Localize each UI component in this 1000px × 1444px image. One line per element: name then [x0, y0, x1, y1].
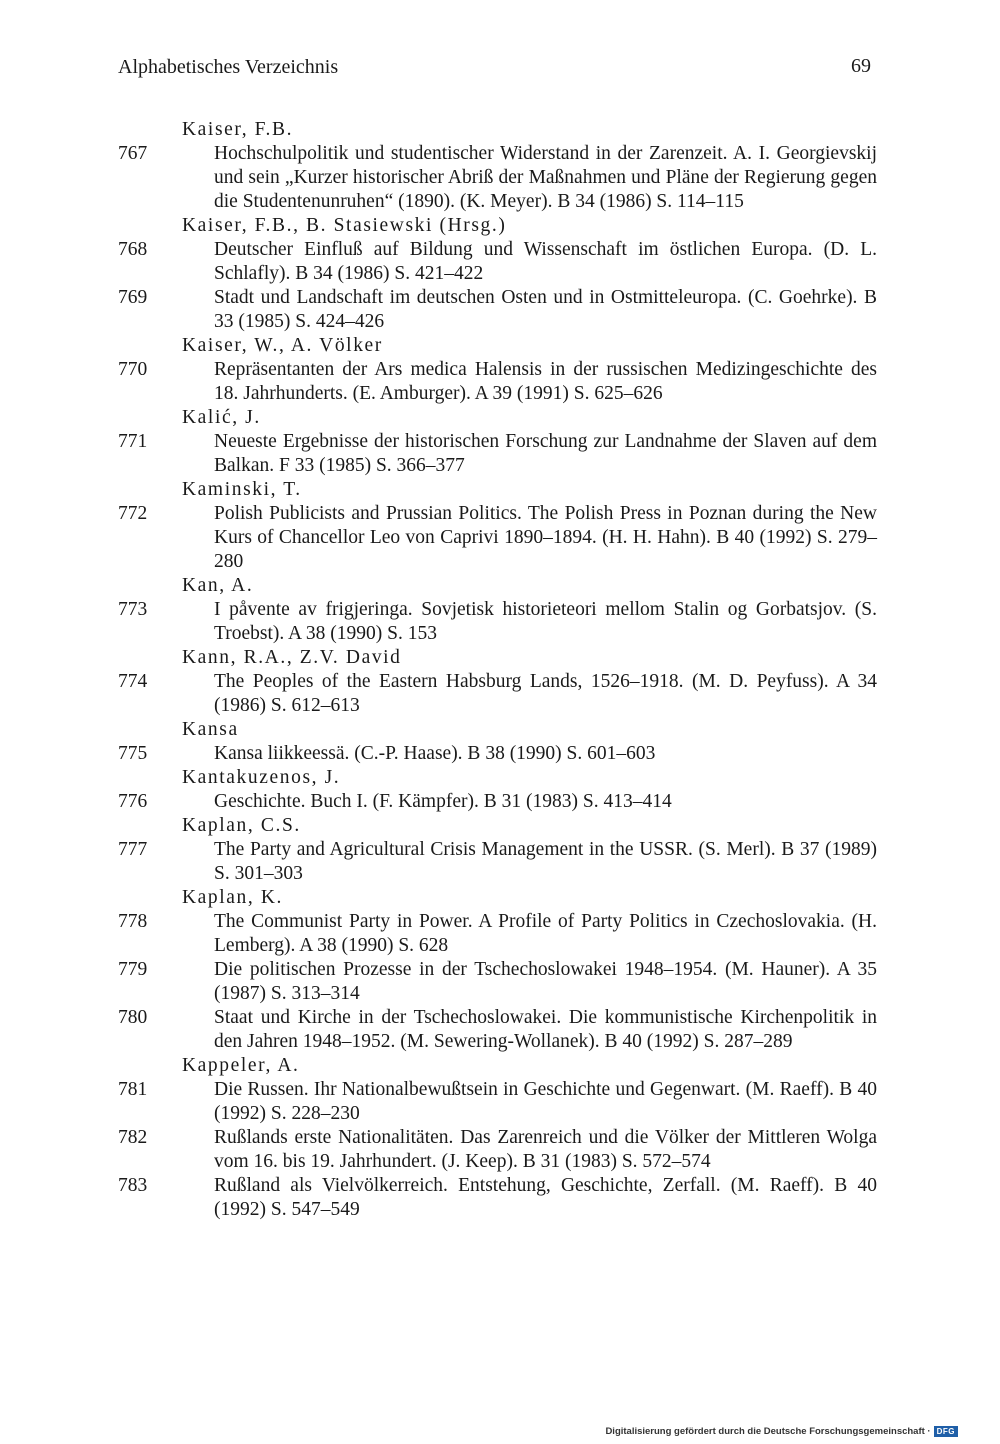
- author-heading: Kaplan, K.: [182, 887, 284, 908]
- entry-number: 783: [118, 1175, 148, 1196]
- entry-text: Die Russen. Ihr Nationalbewußtsein in Geschichte und Gegenwart. (M. Raeff). B 40 (1992) S. 228–230: [214, 1079, 877, 1124]
- entry-text: Repräsentanten der Ars medica Halensis in der russischen Medizingeschichte des 18. Jahrhunderts. (E. Amburger). A 39 (1991) S. 625–626: [214, 359, 877, 404]
- index-entry: [0, 838, 1000, 886]
- entry-number: 777: [118, 839, 148, 860]
- entry-text: Hochschulpolitik und studentischer Widerstand in der Zarenzeit. A. I. Georgievskij und sein „Kurzer historischer Abriß der Maßnahmen und Pläne der Regierung gegen die Studentenunruhen“ (1890). (K. Meyer). B 34 (1986) S. 114–115: [214, 143, 877, 212]
- author-heading: Kaminski, T.: [182, 479, 302, 500]
- author-heading: Kaplan, C.S.: [182, 815, 301, 836]
- entry-text: Geschichte. Buch I. (F. Kämpfer). B 31 (1983) S. 413–414: [214, 791, 672, 812]
- index-entry: [0, 286, 1000, 334]
- index-entry: [0, 430, 1000, 478]
- entry-number: 776: [118, 791, 148, 812]
- author-heading: Kappeler, A.: [182, 1055, 300, 1076]
- entry-text: Neueste Ergebnisse der historischen Forschung zur Landnahme der Slaven auf dem Balkan. F 33 (1985) S. 366–377: [214, 431, 877, 476]
- entry-number: 779: [118, 959, 148, 980]
- entry-text: I påvente av frigjeringa. Sovjetisk historieteori mellom Stalin og Gorbatsjov. (S. Troebst). A 38 (1990) S. 153: [214, 599, 877, 644]
- entry-text: Die politischen Prozesse in der Tschechoslowakei 1948–1954. (M. Hauner). A 35 (1987) S. 313–314: [214, 959, 877, 1004]
- dfg-logo: DFG: [934, 1426, 958, 1437]
- entry-text: Rußlands erste Nationalitäten. Das Zarenreich und die Völker der Mittleren Wolga vom 16. bis 19. Jahrhundert. (J. Keep). B 31 (1983) S. 572–574: [214, 1127, 877, 1172]
- entry-text: Kansa liikkeessä. (C.-P. Haase). B 38 (1990) S. 601–603: [214, 743, 656, 764]
- entry-number: 780: [118, 1007, 148, 1028]
- entry-number: 772: [118, 503, 148, 524]
- author-heading: Kan, A.: [182, 575, 254, 596]
- entry-text: The Communist Party in Power. A Profile of Party Politics in Czechoslovakia. (H. Lemberg). A 38 (1990) S. 628: [214, 911, 877, 956]
- index-entry: [0, 502, 1000, 574]
- index-entry: [0, 1006, 1000, 1054]
- entry-text: Polish Publicists and Prussian Politics. The Polish Press in Poznan during the New Kurs of Chancellor Leo von Caprivi 1890–1894. (H. H. Hahn). B 40 (1992) S. 279–280: [214, 503, 877, 572]
- index-entry: [0, 790, 1000, 814]
- page-number: 69: [851, 55, 871, 77]
- entry-number: 767: [118, 143, 148, 164]
- index-entry: [0, 1126, 1000, 1174]
- entry-text: Staat und Kirche in der Tschechoslowakei. Die kommunistische Kirchenpolitik in den Jahren 1948–1952. (M. Sewering-Wollanek). B 40 (1992) S. 287–289: [214, 1007, 877, 1052]
- entry-number: 773: [118, 599, 148, 620]
- index-entry: [0, 1174, 1000, 1222]
- index-entry: [0, 958, 1000, 1006]
- entry-number: 778: [118, 911, 148, 932]
- entry-text: Rußland als Vielvölkerreich. Entstehung, Geschichte, Zerfall. (M. Raeff). B 40 (1992) S. 547–549: [214, 1175, 877, 1220]
- author-heading: Kann, R.A., Z.V. David: [182, 647, 402, 668]
- entry-text: The Party and Agricultural Crisis Management in the USSR. (S. Merl). B 37 (1989) S. 301–303: [214, 839, 877, 884]
- entry-number: 768: [118, 239, 148, 260]
- author-heading: Kantakuzenos, J.: [182, 767, 341, 788]
- entry-text: Deutscher Einfluß auf Bildung und Wissenschaft im östlichen Europa. (D. L. Schlafly). B 34 (1986) S. 421–422: [214, 239, 877, 284]
- index-list: [0, 118, 1000, 1222]
- entry-number: 774: [118, 671, 148, 692]
- footer-text: Digitalisierung gefördert durch die Deutsche Forschungsgemeinschaft ·: [605, 1426, 931, 1437]
- entry-number: 771: [118, 431, 148, 452]
- index-entry: [0, 742, 1000, 766]
- entry-number: 769: [118, 287, 148, 308]
- footer: [605, 1426, 958, 1437]
- entry-number: 782: [118, 1127, 148, 1148]
- author-heading: Kaiser, W., A. Völker: [182, 335, 383, 356]
- author-heading: Kaiser, F.B., B. Stasiewski (Hrsg.): [182, 215, 507, 236]
- author-heading: Kalić, J.: [182, 407, 261, 428]
- entry-number: 770: [118, 359, 148, 380]
- entry-text: Stadt und Landschaft im deutschen Osten und in Ostmitteleuropa. (C. Goehrke). B 33 (1985) S. 424–426: [214, 287, 877, 332]
- author-heading: Kaiser, F.B.: [182, 119, 294, 140]
- index-entry: [0, 910, 1000, 958]
- index-entry: [0, 670, 1000, 718]
- entry-number: 775: [118, 743, 148, 764]
- entry-text: The Peoples of the Eastern Habsburg Lands, 1526–1918. (M. D. Peyfuss). A 34 (1986) S. 612–613: [214, 671, 877, 716]
- index-entry: [0, 1078, 1000, 1126]
- page-header-title: Alphabetisches Verzeichnis: [118, 56, 339, 78]
- index-entry: [0, 238, 1000, 286]
- index-entry: [0, 142, 1000, 214]
- index-entry: [0, 358, 1000, 406]
- index-entry: [0, 598, 1000, 646]
- author-heading: Kansa: [182, 719, 239, 740]
- entry-number: 781: [118, 1079, 148, 1100]
